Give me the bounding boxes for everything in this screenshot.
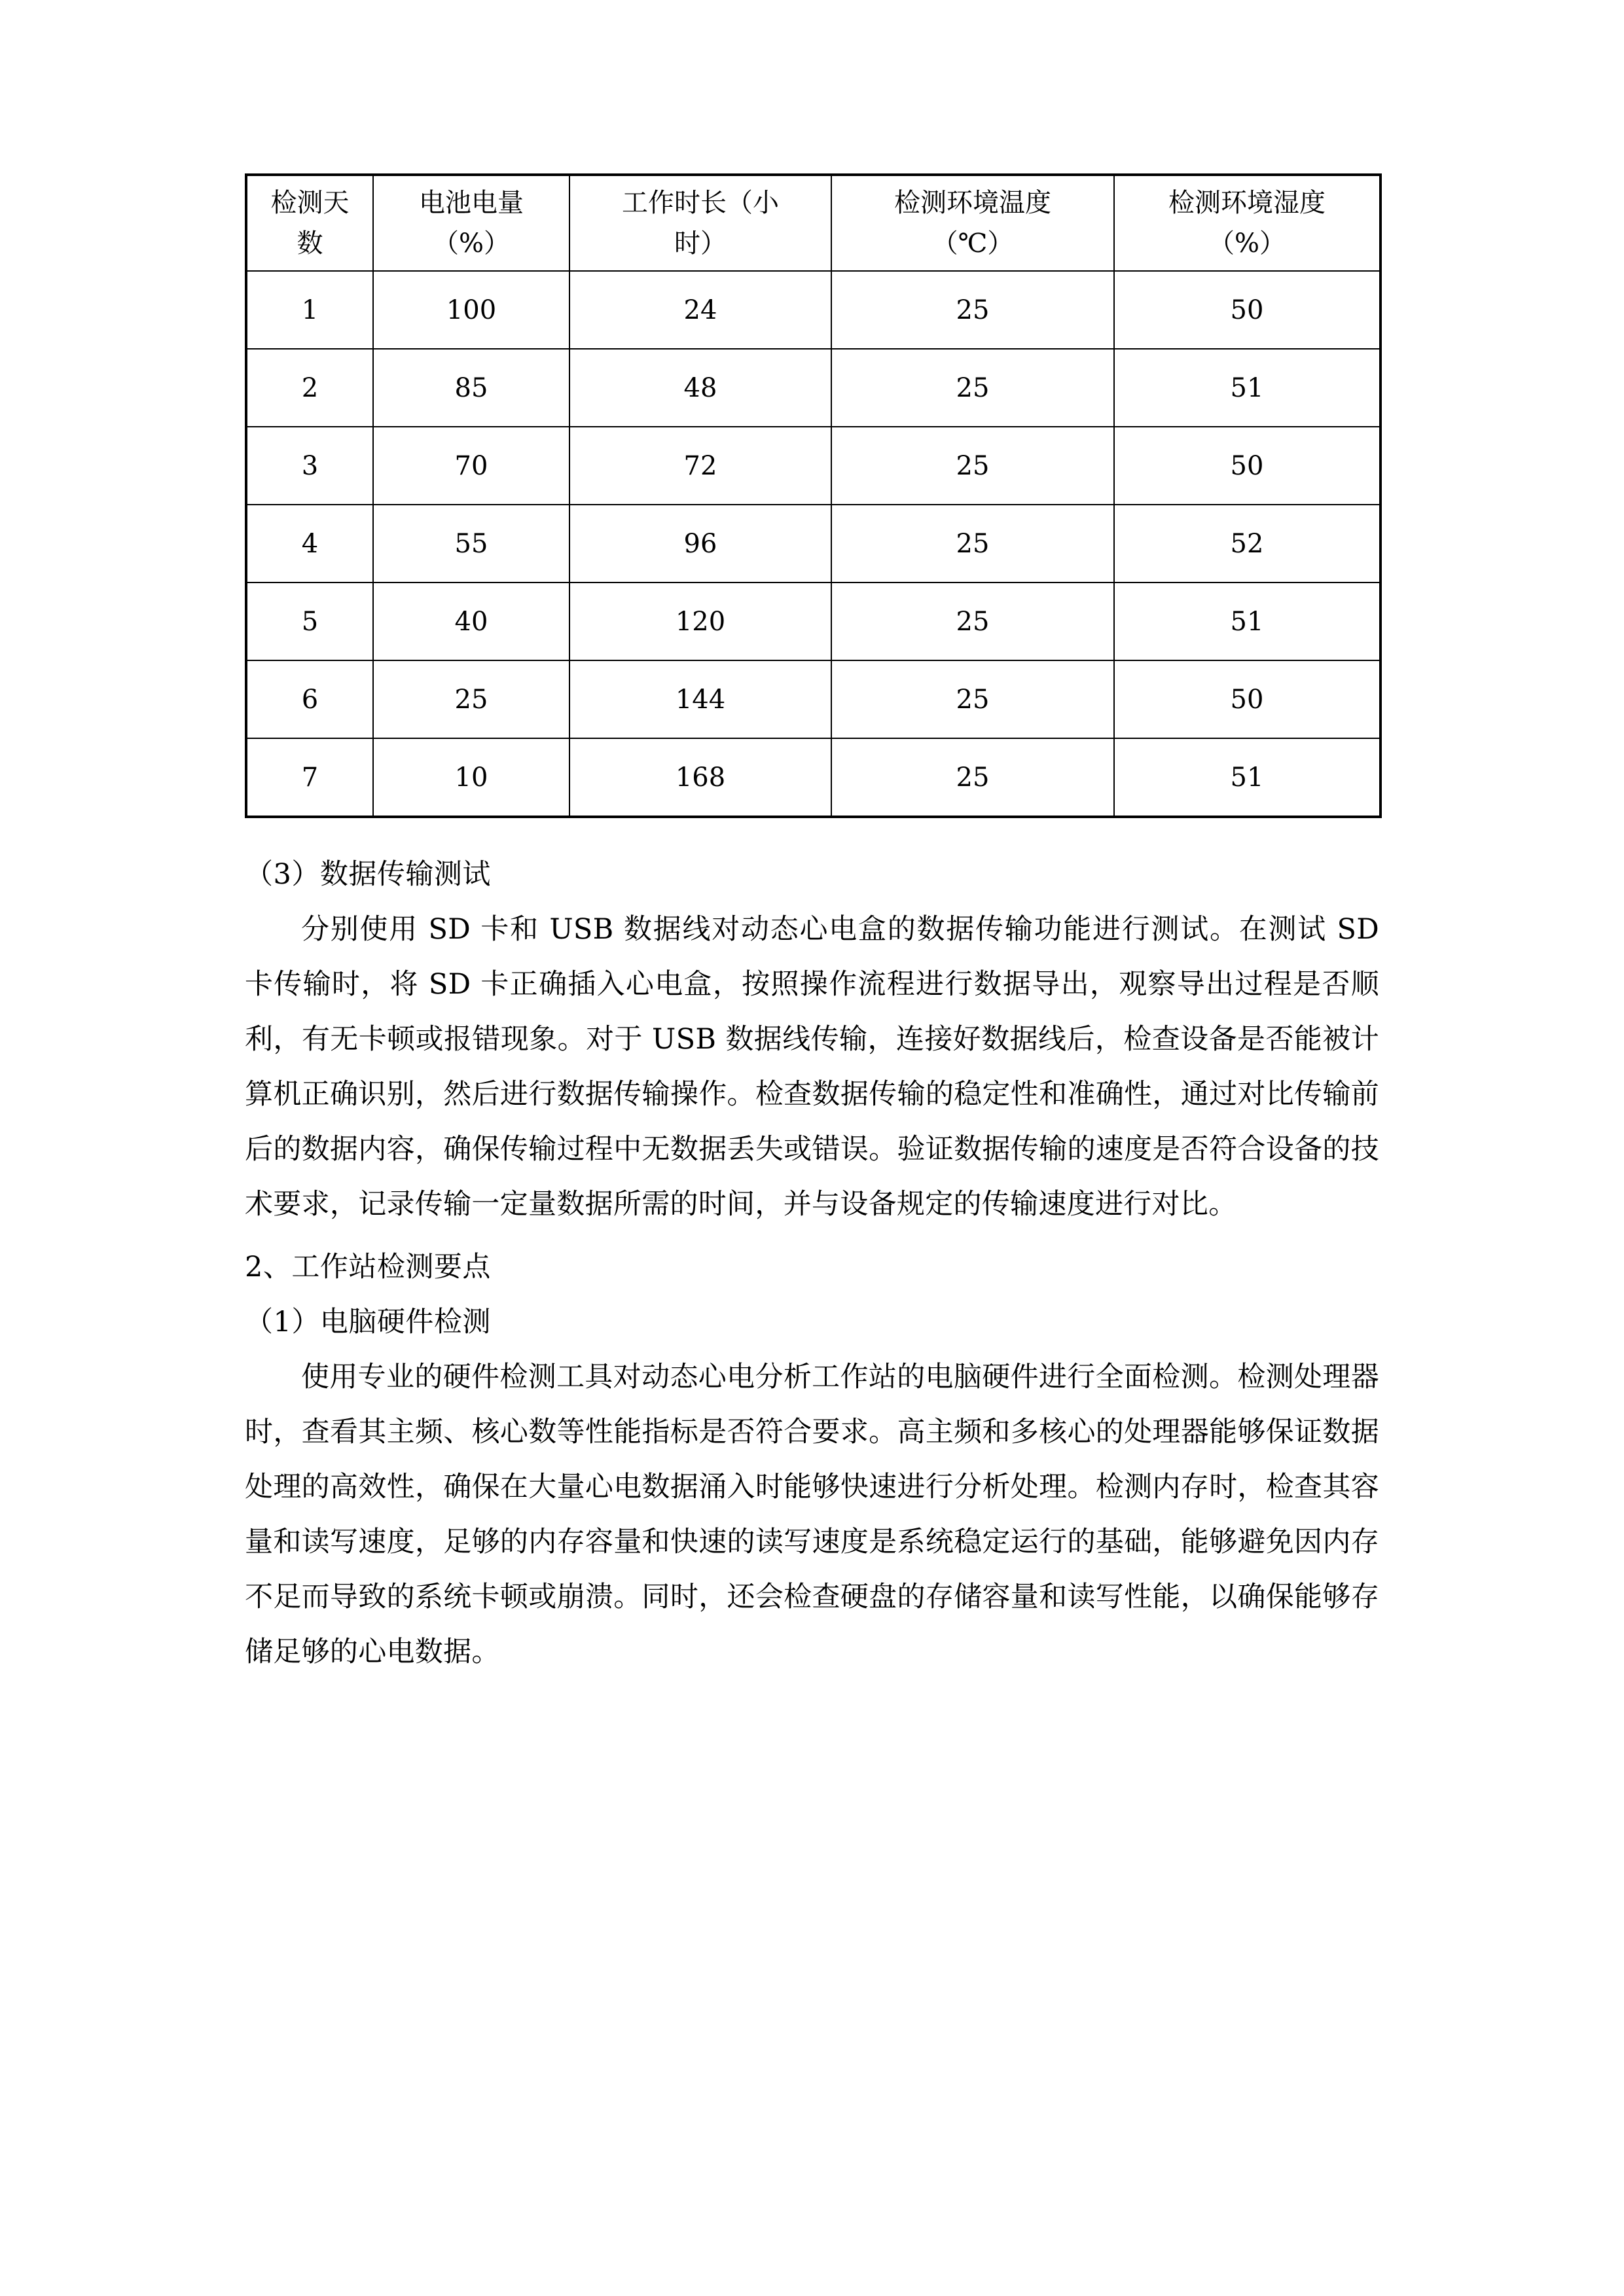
cell-days: 5 [246,583,373,660]
cell-worktime: 72 [569,427,831,505]
cell-humidity: 50 [1114,271,1380,349]
cell-worktime: 96 [569,505,831,583]
cell-humidity: 50 [1114,427,1380,505]
cell-worktime: 24 [569,271,831,349]
table-row [246,271,1380,349]
cell-days: 7 [246,738,373,817]
cell-battery: 25 [373,660,569,738]
cell-battery: 100 [373,271,569,349]
table-row [246,349,1380,427]
cell-temperature: 25 [831,505,1114,583]
column-header-days [246,175,373,271]
cell-battery: 70 [373,427,569,505]
cell-temperature: 25 [831,583,1114,660]
cell-worktime: 120 [569,583,831,660]
cell-worktime: 144 [569,660,831,738]
spacer [245,818,1379,830]
table-row [246,660,1380,738]
column-header-humidity [1114,175,1380,271]
header-line-2: 数 [297,228,323,259]
table-body [246,271,1380,817]
cell-days: 2 [246,349,373,427]
cell-days: 6 [246,660,373,738]
cell-days: 4 [246,505,373,583]
cell-battery: 10 [373,738,569,817]
column-header-battery [373,175,569,271]
cell-temperature: 25 [831,660,1114,738]
cell-temperature: 25 [831,427,1114,505]
header-line-1: 检测环境湿度 [1168,188,1326,218]
cell-worktime: 48 [569,349,831,427]
cell-humidity: 52 [1114,505,1380,583]
cell-humidity: 50 [1114,660,1380,738]
cell-temperature: 25 [831,738,1114,817]
table-row [246,583,1380,660]
cell-temperature: 25 [831,271,1114,349]
cell-humidity: 51 [1114,583,1380,660]
cell-battery: 40 [373,583,569,660]
table-header-row [246,175,1380,271]
cell-humidity: 51 [1114,349,1380,427]
table-row [246,738,1380,817]
heading-data-transmission-test: （3）数据传输测试 [245,858,491,891]
header-line-1: 电池电量 [419,188,524,218]
cell-days: 1 [246,271,373,349]
page-content [245,173,1379,1679]
header-line-1: 检测环境温度 [894,188,1051,218]
paragraph-computer-hardware-detection: 使用专业的硬件检测工具对动态心电分析工作站的电脑硬件进行全面检测。检测处理器时，查看其主频、核心数等性能指标是否符合要求。高主频和多核心的处理器能够保证数据处理的高效性，确保在大量心电数据涌入时能够快速进行分析处理。检测内存时，检查其容量和读写速度，足够的内存容量和快速的读写速度是系统稳定运行的基础，能够避免因内存不足而导致的系统卡顿或崩溃。同时，还会检查硬盘的存储容量和读写性能，以确保能够存储足够的心电数据。 [245,1361,1379,1668]
column-header-worktime [569,175,831,271]
heading-computer-hardware-detection: （1）电脑硬件检测 [245,1306,491,1338]
spacer [245,1232,1379,1240]
header-line-2: （%） [1208,228,1286,259]
paragraph-data-transmission-test: 分别使用 SD 卡和 USB 数据线对动态心电盒的数据传输功能进行测试。在测试 SD 卡传输时，将 SD 卡正确插入心电盒，按照操作流程进行数据导出，观察导出过程是否顺利，有无卡顿或报错现象。对于 USB 数据线传输，连接好数据线后，检查设备是否能被计算机正确识别，然后进行数据传输操作。检查数据传输的稳定性和准确性，通过对比传输前后的数据内容，确保传输过程中无数据丢失或错误。验证数据传输的速度是否符合设备的技术要求，记录传输一定量数据所需的时间，并与设备规定的传输速度进行对比。 [245,913,1379,1221]
table-row [246,505,1380,583]
heading-workstation-detection-points: 2、工作站检测要点 [245,1251,491,1283]
table-row [246,427,1380,505]
detection-data-table [245,173,1382,818]
cell-battery: 85 [373,349,569,427]
cell-humidity: 51 [1114,738,1380,817]
cell-temperature: 25 [831,349,1114,427]
header-line-1: 检测天 [270,188,350,218]
header-line-2: （℃） [931,228,1014,259]
column-header-temperature [831,175,1114,271]
table-header [246,175,1380,271]
header-line-1: 工作时长（小 [622,188,779,218]
header-line-2: 时） [674,228,727,259]
cell-worktime: 168 [569,738,831,817]
cell-days: 3 [246,427,373,505]
cell-battery: 55 [373,505,569,583]
header-line-2: （%） [432,228,510,259]
